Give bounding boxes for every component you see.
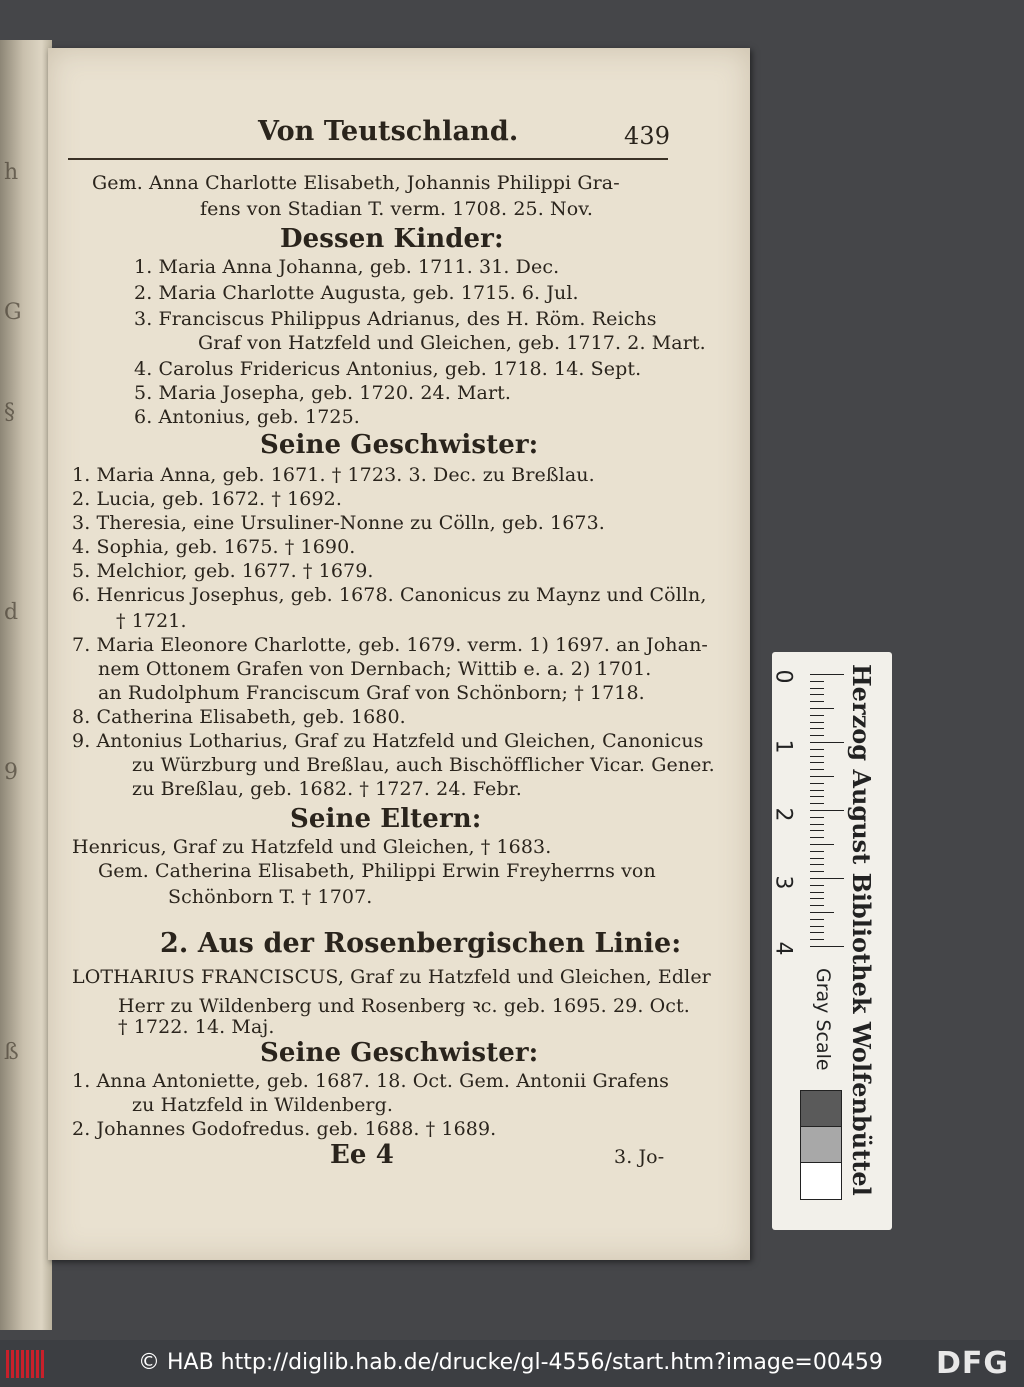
grayscale-swatch-light: [800, 1162, 842, 1200]
scale-ruler: [772, 652, 892, 1230]
text-line: 4. Sophia, geb. 1675. † 1690.: [72, 536, 356, 558]
ruler-tick: [810, 878, 844, 879]
text-line: 4. Carolus Fridericus Antonius, geb. 1718. 14. Sept.: [134, 358, 642, 380]
grayscale-label: Gray Scale: [812, 968, 834, 1071]
text-line: 6. Antonius, geb. 1725.: [134, 406, 360, 428]
text-line: 1. Anna Antoniette, geb. 1687. 18. Oct. Gem. Antonii Grafens: [72, 1070, 670, 1092]
edge-fragment: 9: [4, 760, 18, 785]
text-line: Schönborn T. † 1707.: [168, 886, 373, 908]
text-line: † 1722. 14. Maj.: [118, 1016, 275, 1038]
text-line: † 1721.: [116, 610, 187, 632]
section-heading: Seine Geschwister:: [260, 430, 539, 460]
ruler-tick: [810, 824, 824, 825]
ruler-tick: [810, 742, 844, 743]
ruler-tick: [810, 674, 844, 675]
ruler-tick: [810, 864, 824, 865]
ruler-tick: [810, 946, 844, 947]
text-line: 7. Maria Eleonore Charlotte, geb. 1679. verm. 1) 1697. an Johan-: [72, 634, 708, 656]
ruler-number: 1: [770, 739, 796, 754]
text-line: 1. Maria Anna, geb. 1671. † 1723. 3. Dec. zu Breßlau.: [72, 464, 595, 486]
ruler-number: 0: [770, 669, 796, 684]
ruler-tick: [810, 892, 824, 893]
ruler-tick: [810, 749, 824, 750]
signature-mark: Ee 4: [330, 1140, 394, 1170]
ruler-tick: [810, 790, 824, 791]
ruler-tick: [810, 796, 824, 797]
text-line: 2. Maria Charlotte Augusta, geb. 1715. 6. Jul.: [134, 282, 579, 304]
text-line: fens von Stadian T. verm. 1708. 25. Nov.: [200, 198, 593, 220]
running-title: Von Teutschland.: [258, 116, 519, 147]
footer-bar: [0, 1340, 1024, 1387]
text-line: 3. Theresia, eine Ursuliner-Nonne zu Cölln, geb. 1673.: [72, 512, 605, 534]
ruler-tick: [810, 837, 824, 838]
text-line: zu Würzburg und Breßlau, auch Bischöfflicher Vicar. Gener.: [132, 754, 715, 776]
ruler-number: 4: [770, 941, 796, 956]
ruler-tick: [810, 688, 824, 689]
ruler-tick: [810, 932, 824, 933]
text-line: Gem. Anna Charlotte Elisabeth, Johannis Philippi Gra-: [92, 172, 620, 194]
grayscale-swatch-dark: [800, 1090, 842, 1128]
edge-fragment: G: [4, 300, 22, 325]
section-heading: Seine Eltern:: [290, 804, 482, 834]
ruler-tick: [810, 926, 824, 927]
text-line: Graf von Hatzfeld und Gleichen, geb. 1717. 2. Mart.: [198, 332, 706, 354]
text-line: 2. Johannes Godofredus. geb. 1688. † 1689.: [72, 1118, 497, 1140]
ruler-tick: [810, 715, 824, 716]
edge-fragment: §: [4, 400, 15, 425]
ruler-tick: [810, 762, 824, 763]
text-line: LOTHARIUS FRANCISCUS, Graf zu Hatzfeld und Gleichen, Edler: [72, 966, 711, 988]
ruler-number: 3: [770, 875, 796, 890]
text-line: zu Breßlau, geb. 1682. † 1727. 24. Febr.: [132, 778, 522, 800]
ruler-tick: [810, 810, 844, 811]
catchword: 3. Jo-: [614, 1146, 665, 1168]
ruler-tick: [810, 912, 834, 913]
ruler-tick: [810, 783, 824, 784]
text-line: Henricus, Graf zu Hatzfeld und Gleichen, † 1683.: [72, 836, 552, 858]
text-line: 9. Antonius Lotharius, Graf zu Hatzfeld und Gleichen, Canonicus: [72, 730, 704, 752]
text-line: 1. Maria Anna Johanna, geb. 1711. 31. Dec.: [134, 256, 560, 278]
text-line: an Rudolphum Franciscum Graf von Schönborn; † 1718.: [98, 682, 645, 704]
ruler-tick: [810, 708, 834, 709]
ruler-tick: [810, 858, 824, 859]
book-page: [48, 48, 750, 1260]
ruler-tick: [810, 919, 824, 920]
hab-logo-icon: [6, 1350, 50, 1378]
ruler-tick: [810, 722, 824, 723]
ruler-tick: [810, 885, 824, 886]
grayscale-swatch-mid: [800, 1126, 842, 1164]
text-line: zu Hatzfeld in Wildenberg.: [132, 1094, 394, 1116]
ruler-tick: [810, 756, 824, 757]
text-line: 8. Catherina Elisabeth, geb. 1680.: [72, 706, 406, 728]
text-line: Gem. Catherina Elisabeth, Philippi Erwin Freyherrns von: [98, 860, 656, 882]
ruler-tick: [810, 830, 824, 831]
ruler-tick: [810, 905, 824, 906]
ruler-tick: [810, 871, 824, 872]
ruler-tick: [810, 844, 834, 845]
dfg-logo: DFG: [936, 1346, 1010, 1381]
section-heading: Dessen Kinder:: [280, 224, 504, 254]
ruler-tick: [810, 898, 824, 899]
edge-fragment: h: [4, 160, 19, 185]
edge-fragment: d: [4, 600, 19, 625]
ruler-tick: [810, 803, 824, 804]
text-line: Herr zu Wildenberg und Rosenberg ꝛc. geb. 1695. 29. Oct.: [118, 995, 690, 1017]
ruler-tick: [810, 939, 824, 940]
section-heading: 2. Aus der Rosenbergischen Linie:: [160, 928, 682, 959]
previous-page-edge: [0, 40, 52, 1330]
ruler-tick: [810, 694, 824, 695]
page-number: 439: [624, 122, 671, 150]
text-line: nem Ottonem Grafen von Dernbach; Wittib e. a. 2) 1701.: [98, 658, 652, 680]
ruler-tick: [810, 701, 824, 702]
text-line: 5. Maria Josepha, geb. 1720. 24. Mart.: [134, 382, 512, 404]
ruler-tick: [810, 681, 824, 682]
ruler-tick: [810, 776, 834, 777]
text-line: 3. Franciscus Philippus Adrianus, des H. Röm. Reichs: [134, 308, 657, 330]
header-rule: [68, 158, 668, 160]
text-line: 6. Henricus Josephus, geb. 1678. Canonicus zu Maynz und Cölln,: [72, 584, 707, 606]
ruler-tick: [810, 851, 824, 852]
footer-copyright-link[interactable]: © HAB http://diglib.hab.de/drucke/gl-4556/start.htm?image=00459: [138, 1350, 883, 1375]
edge-fragment: ß: [4, 1040, 19, 1065]
ruler-number: 2: [770, 807, 796, 822]
ruler-tick: [810, 769, 824, 770]
section-heading: Seine Geschwister:: [260, 1038, 539, 1068]
text-line: 5. Melchior, geb. 1677. † 1679.: [72, 560, 374, 582]
institution-label: Herzog August Bibliothek Wolfenbüttel: [847, 664, 876, 1196]
text-line: 2. Lucia, geb. 1672. † 1692.: [72, 488, 342, 510]
ruler-tick: [810, 728, 824, 729]
ruler-tick: [810, 735, 824, 736]
ruler-tick: [810, 817, 824, 818]
